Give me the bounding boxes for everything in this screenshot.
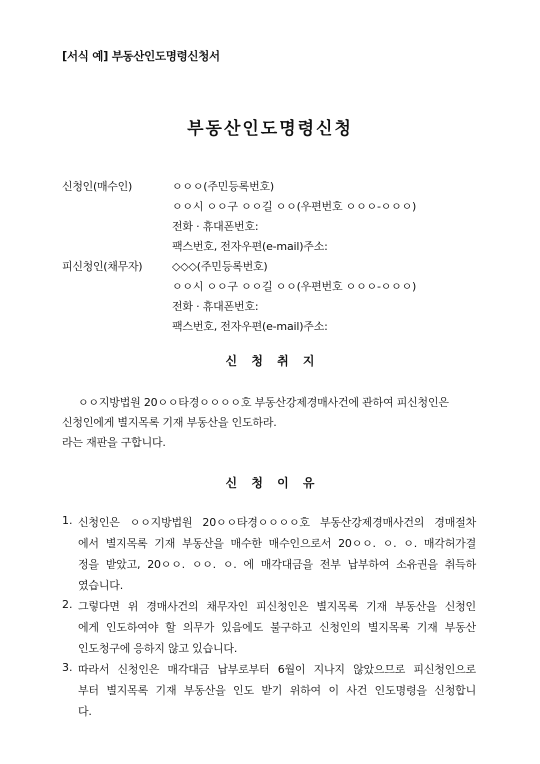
respondent-phone: 전화 · 휴대폰번호: — [172, 300, 259, 313]
purpose-line-1: ㅇㅇ지방법원 20ㅇㅇ타경ㅇㅇㅇㅇ호 부동산강제경매사건에 관하여 피신청인은 — [78, 396, 449, 409]
document-title: 부동산인도명령신청 — [187, 119, 353, 139]
reason-2-number: 2. — [62, 598, 73, 611]
purpose-heading: 신 청 취 지 — [225, 354, 315, 368]
reason-3-line-2: 부터 별지목록 기재 부동산을 인도 받기 위하여 이 사건 인도명령을 신청합니 — [78, 684, 476, 697]
applicant-phone: 전화 · 휴대폰번호: — [172, 220, 259, 233]
reasons-heading: 신 청 이 유 — [225, 476, 315, 490]
respondent-name: ◇◇◇(주민등록번호) — [172, 260, 268, 273]
respondent-fax-email: 팩스번호, 전자우편(e-mail)주소: — [172, 320, 328, 333]
applicant-role: 신청인(매수인) — [62, 180, 132, 193]
reason-2-line-2: 에게 인도하여야 할 의무가 있음에도 불구하고 신청인의 별지목록 기재 부동산 — [78, 621, 476, 634]
reason-3-line-3: 다. — [78, 705, 92, 718]
reason-1-line-2: 에서 별지목록 기재 부동산을 매수한 매수인으로서 20ㅇㅇ. ㅇ. ㅇ. 매각허가결 — [78, 537, 476, 550]
reason-3-number: 3. — [62, 661, 73, 674]
reason-1-line-4: 였습니다. — [78, 579, 124, 592]
applicant-name: ㅇㅇㅇ(주민등록번호) — [172, 180, 275, 193]
respondent-role: 피신청인(채무자) — [62, 260, 143, 273]
applicant-address: ㅇㅇ시 ㅇㅇ구 ㅇㅇ길 ㅇㅇ(우편번호 ㅇㅇㅇ-ㅇㅇㅇ) — [172, 200, 417, 213]
applicant-fax-email: 팩스번호, 전자우편(e-mail)주소: — [172, 240, 328, 253]
reason-3-line-1: 따라서 신청인은 매각대금 납부로부터 6월이 지나지 않았으므로 피신청인으로 — [78, 663, 476, 676]
reason-1-line-3: 정을 받았고, 20ㅇㅇ. ㅇㅇ. ㅇ. 에 매각대금을 전부 납부하여 소유권을 취득하 — [78, 558, 476, 571]
purpose-line-2: 신청인에게 별지목록 기재 부동산을 인도하라. — [62, 416, 277, 429]
reason-1-number: 1. — [62, 514, 73, 527]
form-label: [서식 예] 부동산인도명령신청서 — [62, 49, 220, 63]
respondent-address: ㅇㅇ시 ㅇㅇ구 ㅇㅇ길 ㅇㅇ(우편번호 ㅇㅇㅇ-ㅇㅇㅇ) — [172, 280, 417, 293]
reason-2-line-3: 인도청구에 응하지 않고 있습니다. — [78, 642, 238, 655]
reason-1-line-1: 신청인은 ㅇㅇ지방법원 20ㅇㅇ타경ㅇㅇㅇㅇ호 부동산강제경매사건의 경매절차 — [78, 516, 476, 529]
reason-2-line-1: 그렇다면 위 경매사건의 채무자인 피신청인은 별지목록 기재 부동산을 신청인 — [78, 600, 476, 613]
purpose-line-3: 라는 재판을 구합니다. — [62, 436, 166, 449]
